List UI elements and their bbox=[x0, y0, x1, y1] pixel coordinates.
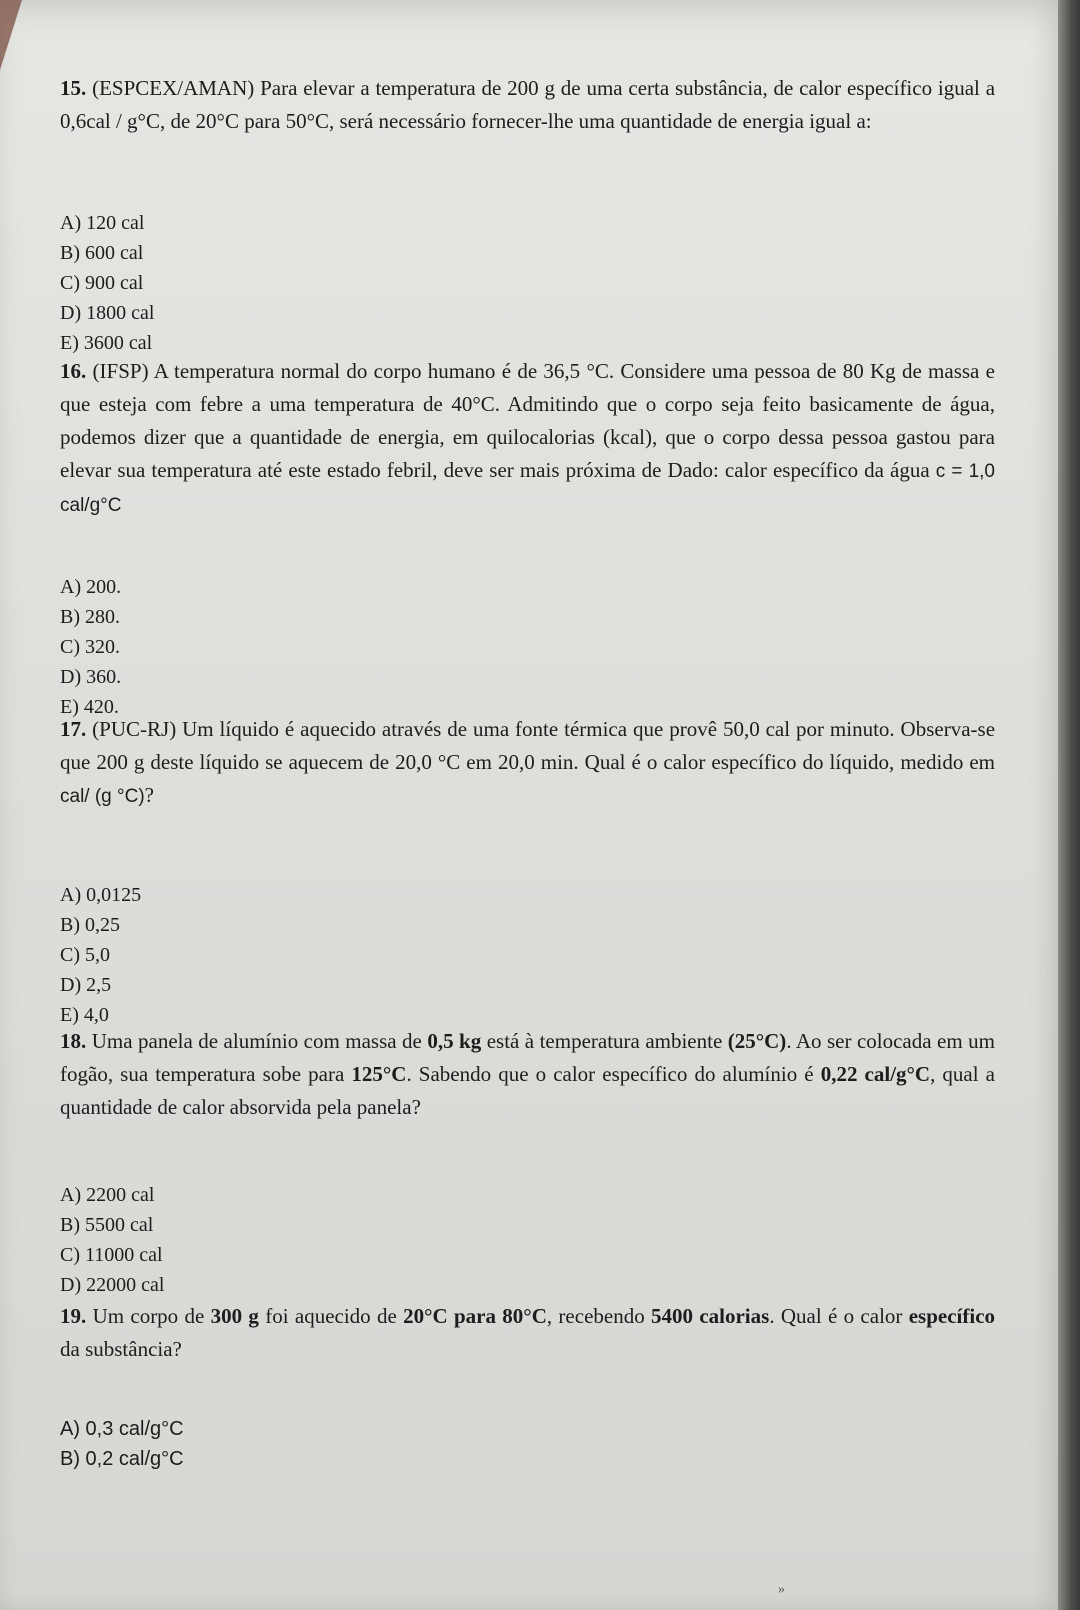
question-number: 15. bbox=[60, 76, 87, 100]
option-d[interactable]: D) 1800 cal bbox=[60, 302, 155, 324]
question-source: (PUC-RJ) bbox=[92, 717, 177, 741]
question-19-options bbox=[60, 1414, 184, 1474]
option-b[interactable]: B) 280. bbox=[60, 606, 120, 628]
question-number: 16. bbox=[60, 359, 87, 383]
question-15 bbox=[60, 72, 995, 138]
question-18 bbox=[60, 1025, 995, 1124]
specific-heat-value: 0,22 cal/g°C bbox=[820, 1062, 931, 1086]
question-19-text bbox=[60, 1300, 995, 1366]
option-c[interactable]: C) 11000 cal bbox=[60, 1244, 163, 1266]
temperature-value: 20°C bbox=[195, 109, 239, 133]
question-source: (IFSP) bbox=[92, 359, 149, 383]
option-d[interactable]: D) 360. bbox=[60, 666, 122, 688]
question-16-options bbox=[60, 572, 121, 722]
option-a[interactable]: A) 120 cal bbox=[60, 212, 145, 234]
page-corner-shadow bbox=[0, 0, 22, 70]
question-text-part: . Admitindo que o corpo seja feito basicamente de água, podemos dizer que a quantidade de energia, em quilocalorias (kcal), que o corpo dessa pessoa gastou para elevar sua temperatura até este estado febril, deve ser mais próxima de Dado: calor específico da água bbox=[60, 392, 996, 482]
specific-heat-formula: c = 1,0 cal/g°C bbox=[60, 461, 995, 516]
option-b[interactable]: B) 0,2 cal/g°C bbox=[60, 1448, 184, 1470]
question-18-text bbox=[60, 1025, 995, 1124]
option-d[interactable]: D) 22000 cal bbox=[60, 1274, 165, 1296]
option-a[interactable]: A) 0,0125 bbox=[60, 884, 142, 906]
question-16 bbox=[60, 355, 995, 522]
energy-value: 5400 calorias bbox=[651, 1304, 770, 1328]
question-16-text bbox=[60, 355, 995, 522]
option-c[interactable]: C) 320. bbox=[60, 636, 120, 658]
question-source: (ESPCEX/AMAN) bbox=[92, 76, 255, 100]
question-text-part: está à temperatura ambiente bbox=[481, 1029, 728, 1053]
option-b[interactable]: B) 600 cal bbox=[60, 242, 144, 264]
question-number: 17. bbox=[60, 717, 87, 741]
emphasized-word: específico bbox=[908, 1304, 996, 1328]
question-text-part: da substância? bbox=[60, 1337, 182, 1361]
question-text-part: . Ao ser colocada em um fogão, sua temperatura sobe para bbox=[60, 1029, 995, 1086]
mass-value: 0,5 kg bbox=[427, 1029, 482, 1053]
stray-pen-mark: » bbox=[778, 1582, 785, 1597]
option-e[interactable]: E) 4,0 bbox=[60, 1004, 109, 1026]
question-text-part: Um líquido é aquecido através de uma fonte térmica que provê 50,0 cal por minuto. Observa-se que 200 g deste líquido se aquecem de 20,0 °C em 20,0 min. Qual é o calor específico do líquido, medido em bbox=[60, 717, 996, 774]
question-text-part: Um corpo de bbox=[92, 1304, 211, 1328]
temperature-value: (25°C) bbox=[727, 1029, 787, 1053]
mass-value: 300 g bbox=[210, 1304, 259, 1328]
question-15-text bbox=[60, 72, 995, 138]
question-text-part: , recebendo bbox=[546, 1304, 652, 1328]
question-19 bbox=[60, 1300, 995, 1366]
question-text-part: Uma panela de alumínio com massa de bbox=[91, 1029, 428, 1053]
question-number: 19. bbox=[60, 1304, 87, 1328]
temperature-value: 125°C bbox=[351, 1062, 407, 1086]
option-d[interactable]: D) 2,5 bbox=[60, 974, 112, 996]
option-b[interactable]: B) 5500 cal bbox=[60, 1214, 154, 1236]
option-a[interactable]: A) 0,3 cal/g°C bbox=[60, 1418, 184, 1440]
question-text-part: ? bbox=[144, 783, 154, 807]
question-text-part: . Qual é o calor bbox=[769, 1304, 909, 1328]
question-18-options bbox=[60, 1180, 164, 1300]
question-text-part: Para elevar a temperatura de 200 g de uma certa substância, de calor específico igual a 0,6cal / g°C, de bbox=[60, 76, 996, 133]
question-17-text bbox=[60, 713, 995, 813]
temperature-range: 20°C para 80°C bbox=[403, 1304, 547, 1328]
option-a[interactable]: A) 200. bbox=[60, 576, 122, 598]
option-e[interactable]: E) 420. bbox=[60, 696, 119, 718]
question-text-part: , será necessário fornecer-lhe uma quantidade de energia igual a: bbox=[329, 109, 872, 133]
question-text-part: . Sabendo que o calor específico do alumínio é bbox=[406, 1062, 821, 1086]
question-15-options bbox=[60, 208, 154, 358]
option-b[interactable]: B) 0,25 bbox=[60, 914, 120, 936]
option-c[interactable]: C) 5,0 bbox=[60, 944, 110, 966]
question-text-part: A temperatura normal do corpo humano é de 36,5 °C. Considere uma pessoa de 80 Kg de massa e que esteja com febre a uma temperatura de bbox=[60, 359, 995, 416]
option-c[interactable]: C) 900 cal bbox=[60, 272, 144, 294]
question-number: 18. bbox=[60, 1029, 87, 1053]
option-a[interactable]: A) 2200 cal bbox=[60, 1184, 155, 1206]
question-17 bbox=[60, 713, 995, 813]
temperature-value: 50°C bbox=[285, 109, 329, 133]
question-text-part: foi aquecido de bbox=[258, 1304, 404, 1328]
question-17-options bbox=[60, 880, 141, 1030]
unit-expression: cal/ (g °C) bbox=[60, 786, 145, 807]
question-text-part: para bbox=[238, 109, 286, 133]
background-surface bbox=[1058, 0, 1080, 1610]
question-text-part: , qual a quantidade de calor absorvida pela panela? bbox=[60, 1062, 995, 1119]
option-e[interactable]: E) 3600 cal bbox=[60, 332, 153, 354]
temperature-value: 40°C bbox=[451, 392, 495, 416]
